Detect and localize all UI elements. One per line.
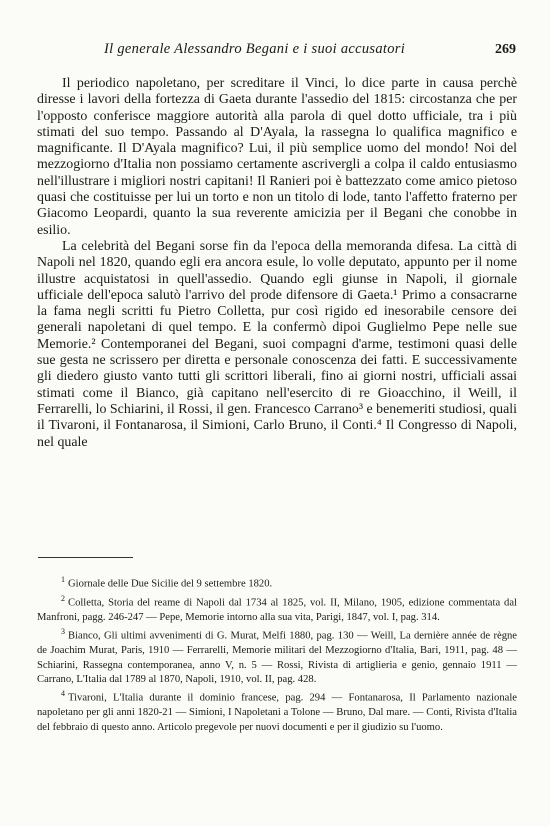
footnote: [37, 592, 517, 625]
footnote-text: Tivaroni, L'Italia durante il dominio francese, pag. 294 — Fontanarosa, Il Parlamento nazionale napoletano per gli anni 1820-21 — Simioni, I Napoletani a Tolone — Bruno, Dal mare. — Conti, Rivista d'Italia del febbraio di questo anno. Articolo pregevole per nuovi documenti e per il giudizio su l'uomo.: [37, 692, 517, 733]
main-text: [37, 76, 517, 451]
running-title: Il generale Alessandro Begani e i suoi accusatori: [104, 41, 406, 57]
footnote-separator: [38, 557, 133, 558]
footnote-text: Giornale delle Due Sicilie del 9 settembre 1820.: [68, 578, 273, 590]
page-number: 269: [495, 42, 516, 57]
footnote-mark: 3: [61, 627, 65, 637]
footnote: [37, 573, 517, 592]
footnote: [37, 625, 517, 687]
footnote-text: Bianco, Gli ultimi avvenimenti di G. Murat, Melfi 1880, pag. 130 — Weill, La dernière année de règne de Joachim Murat, Paris, 1910 — Ferrarelli, Memorie militari del Mezzogiorno d'Italia, Bari, 1911, pag. 48 — Schiarini, Rassegna contemporanea, anno V, n. 5 — Rossi, Rivista di artiglieria e genio, gennaio 1911 — Carrano, L'Italia dal 1789 al 1870, Napoli, 1910, vol. II, pag. 428.: [37, 630, 517, 686]
footnote-mark: 1: [61, 575, 65, 584]
footnote: [37, 687, 517, 735]
running-header: [104, 41, 516, 58]
footnote-mark: 4: [61, 689, 65, 699]
paragraph: La celebrità del Begani sorse fin da l'epoca della memoranda difesa. La città di Napoli nel 1820, quando egli era ancora esule, lo volle deputato, appunto per il nome illustre acquistatosi in quell'assedio. Quando egli giunse in Napoli, il giornale ufficiale dell'epoca salutò l'arrivo del prode difensore di Gaeta.¹ Primo a consacrarne la fama negli scritti fu Pietro Colletta, pur così rigido ed inesorabile censore dei generali napoletani di quel tempo. E la confermò dipoi Guglielmo Pepe nelle sue Memorie.² Contemporanei del Begani, suoi compagni d'arme, testimoni quasi delle sue gesta ne scrissero per diretta e personale conoscenza dei fatti. E successivamente gli diedero giusto vanto tutti gli scrittori liberali, fino ai giorni nostri, ufficiali assai stimati come il Bianco, già capitano nell'esercito di re Gioacchino, il Weill, il Ferrarelli, lo Schiarini, il Rossi, il gen. Francesco Carrano³ e benemeriti studiosi, quali il Tivaroni, il Fontanarosa, il Simioni, Carlo Bruno, il Conti.⁴ Il Congresso di Napoli, nel quale: [37, 238, 517, 450]
footnote-mark: 2: [61, 593, 65, 603]
paragraph: Il periodico napoletano, per screditare il Vinci, lo dice parte in causa perchè diresse i lavori della fortezza di Gaeta durante l'assedio del 1815: circostanza che per l'opposto conferisce maggiore autorità alla parola di quel dotto ufficiale, tra i più stimati del suo tempo. Passando al D'Ayala, la rassegna lo qualifica magnifico e magnificante. Il D'Ayala magnifico? Lui, il più semplice uomo del mondo! Noi del mezzogiorno d'Italia non possiamo certamente ascrivergli a colpa il caldo entusiasmo nell'illustrare i migliori nostri capitani! Il Ranieri poi è battezzato come amico pietoso quasi che costituisse per lui un torto e non un titolo di lode, tanto l'affetto fraterno per Giacomo Leopardi, quanto la sua reverente amicizia per il Begani che conobbe in esilio.: [37, 76, 517, 238]
footnotes: [37, 573, 517, 735]
footnote-text: Colletta, Storia del reame di Napoli dal 1734 al 1825, vol. II, Milano, 1905, edizione commentata dal Manfroni, pagg. 246-247 — Pepe, Memorie intorno alla sua vita, Parigi, 1847, vol. I, pag. 314.: [37, 597, 517, 623]
